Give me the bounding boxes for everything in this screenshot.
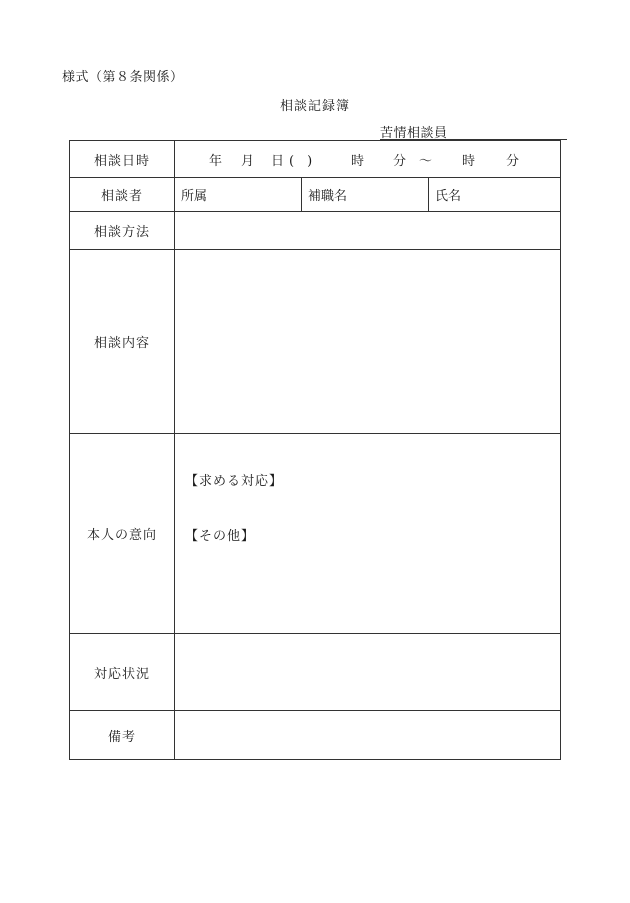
month-unit: 月 bbox=[241, 153, 255, 169]
consultation-record-table bbox=[69, 140, 561, 760]
intent-field[interactable] bbox=[175, 434, 561, 634]
status-field[interactable] bbox=[175, 634, 561, 711]
consulter-field bbox=[175, 178, 561, 212]
datetime-field[interactable] bbox=[175, 141, 561, 178]
consulter-label: 相談者 bbox=[70, 178, 175, 212]
content-field[interactable] bbox=[175, 250, 561, 434]
start-minute-unit: 分 bbox=[393, 153, 407, 169]
name-field[interactable] bbox=[429, 178, 560, 211]
position-field[interactable] bbox=[302, 178, 429, 211]
start-hour-unit: 時 bbox=[351, 153, 365, 169]
row-intent bbox=[70, 434, 561, 634]
row-datetime bbox=[70, 141, 561, 178]
counselor-label: 苦情相談員 bbox=[380, 126, 448, 141]
form-reference: 様式（第８条関係） bbox=[62, 70, 184, 85]
row-method bbox=[70, 212, 561, 250]
intent-label: 本人の意向 bbox=[70, 434, 175, 634]
method-field[interactable] bbox=[175, 212, 561, 250]
affiliation-label: 所属 bbox=[181, 189, 208, 204]
remarks-field[interactable] bbox=[175, 711, 561, 760]
row-status bbox=[70, 634, 561, 711]
counselor-signature-line bbox=[380, 122, 567, 140]
day-unit: 日 bbox=[271, 153, 285, 169]
weekday-slot: ( ) bbox=[289, 153, 313, 169]
end-hour-unit: 時 bbox=[462, 153, 476, 169]
name-label: 氏名 bbox=[435, 189, 462, 204]
remarks-label: 備考 bbox=[70, 711, 175, 760]
end-minute-unit: 分 bbox=[506, 153, 520, 169]
row-content bbox=[70, 250, 561, 434]
row-remarks bbox=[70, 711, 561, 760]
position-label: 補職名 bbox=[308, 189, 348, 204]
year-unit: 年 bbox=[209, 153, 223, 169]
other-heading: 【その他】 bbox=[185, 529, 256, 544]
content-label: 相談内容 bbox=[70, 250, 175, 434]
form-title: 相談記録簿 bbox=[279, 99, 350, 114]
status-label: 対応状況 bbox=[70, 634, 175, 711]
datetime-label: 相談日時 bbox=[70, 141, 175, 178]
tilde-separator: ～ bbox=[419, 153, 433, 169]
affiliation-field[interactable] bbox=[175, 178, 302, 211]
method-label: 相談方法 bbox=[70, 212, 175, 250]
desired-response-heading: 【求める対応】 bbox=[185, 474, 284, 489]
row-consulter bbox=[70, 178, 561, 212]
